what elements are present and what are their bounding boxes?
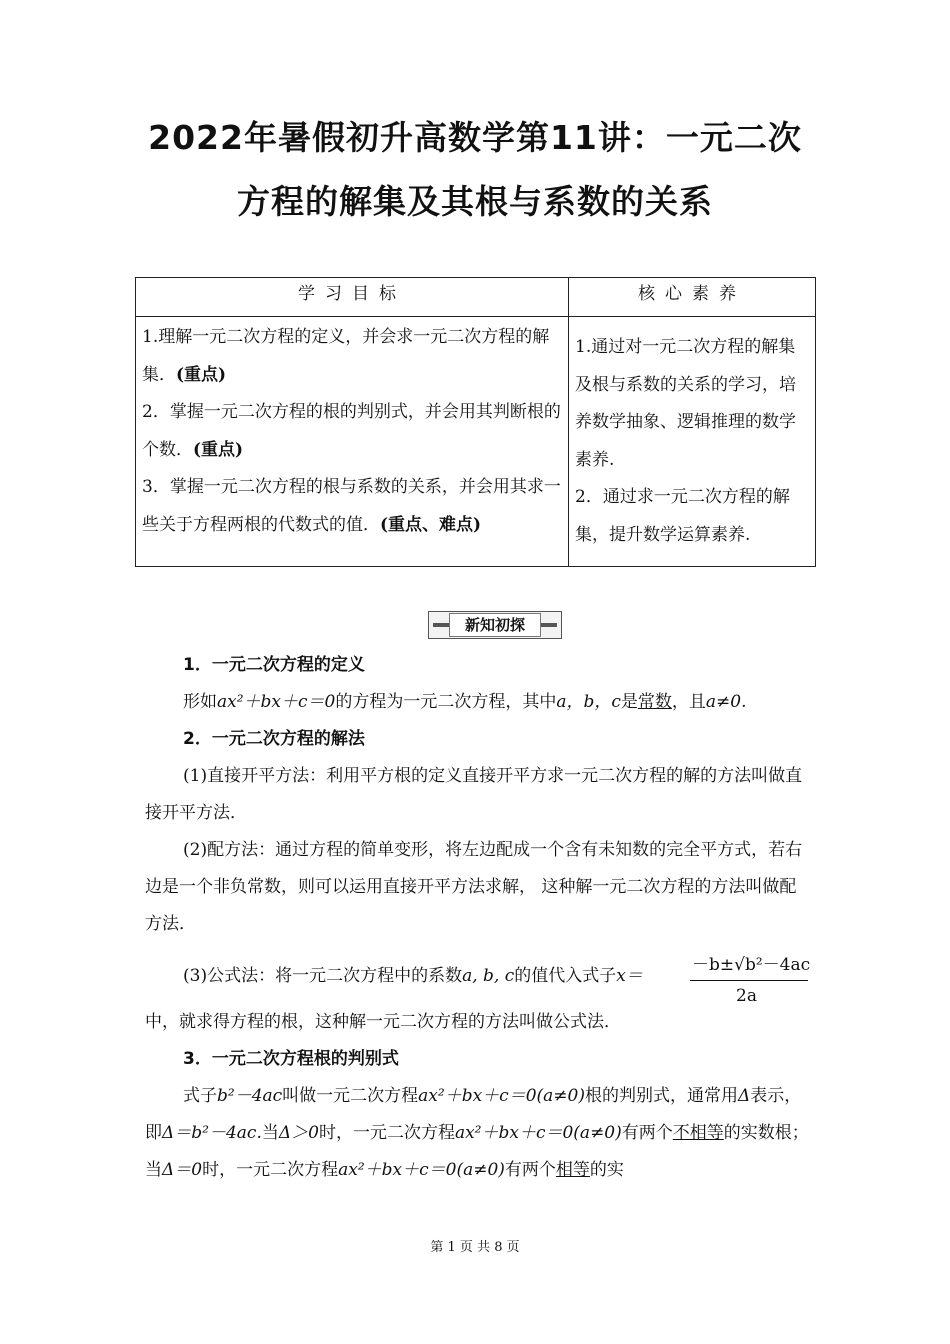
method-1-text: (1)直接开平方法：利用平方根的定义直接开平方求一元二次方程的解的方法叫做直接开平方法． — [145, 766, 803, 823]
banner-left-bar — [433, 623, 449, 627]
section-banner — [428, 611, 562, 639]
section-3-heading: 3．一元二次方程根的判别式 — [183, 1049, 399, 1069]
literacy-1: 1.通过对一元二次方程的解集及根与系数的关系的学习，培养数学抽象、逻辑推理的数学素养. — [575, 337, 796, 470]
goal-3-tag: (重点、难点) — [380, 514, 482, 535]
goal-3: 3．掌握一元二次方程的根与系数的关系，并会用其求一些关于方程两根的代数式的值． — [142, 477, 561, 535]
banner-label: 新知初探 — [449, 613, 541, 637]
learning-goals-cell — [136, 317, 569, 567]
goals-table — [135, 277, 816, 567]
header-learning-goals: 学习目标 — [136, 278, 569, 317]
method-3-text-b: 中，就求得方程的根，这种解一元二次方程的方法叫做公式法． — [145, 1012, 621, 1032]
formula-numerator: －b±√b²－4ac — [692, 955, 811, 975]
section-3-text: 式子b²－4ac叫做一元二次方程ax²＋bx＋c＝0(a≠0)根的判别式，通常用Δ表示，即Δ＝b²－4ac.当Δ＞0时，一元二次方程ax²＋bx＋c＝0(a≠0)有两个不相等的实数根；当Δ＝0时，一元二次方程ax²＋bx＋c＝0(a≠0)有两个相等的实 — [145, 1086, 809, 1180]
header-core-literacy: 核心素养 — [569, 278, 816, 317]
page-title-line-1: 2022年暑假初升高数学第11讲：一元二次 — [148, 118, 802, 157]
goal-1: 1.理解一元二次方程的定义，并会求一元二次方程的解集． — [142, 327, 550, 385]
goal-1-tag: (重点) — [176, 364, 227, 385]
goal-2-tag: (重点) — [193, 439, 244, 460]
underlined-equal: 相等 — [555, 1160, 590, 1180]
section-1-heading: 1．一元二次方程的定义 — [183, 655, 365, 675]
goals-table-body — [136, 317, 816, 567]
goal-2: 2．掌握一元二次方程的根的判别式，并会用其判断根的个数． — [142, 402, 561, 460]
section-1-text: 形如ax²＋bx＋c＝0的方程为一元二次方程，其中a，b，c是常数，且a≠0. — [183, 692, 747, 712]
banner-right-bar — [541, 623, 557, 627]
literacy-2: 2．通过求一元二次方程的解集，提升数学运算素养. — [575, 487, 790, 545]
section-2-heading: 2．一元二次方程的解法 — [183, 729, 365, 749]
equation: ax²＋bx＋c＝0 — [217, 692, 336, 712]
underlined-unequal: 不相等 — [672, 1123, 724, 1143]
fraction-line — [690, 980, 808, 981]
method-3-text-a: (3)公式法：将一元二次方程中的系数a, b, c的值代入式子x＝ — [183, 966, 643, 986]
method-2-text: (2)配方法：通过方程的简单变形，将左边配成一个含有未知数的完全平方式，若右边是一个非负常数，则可以运用直接开平方法求解， 这种解一元二次方程的方法叫做配方法． — [145, 840, 803, 934]
goals-table-header — [136, 278, 816, 317]
quadratic-formula-fraction — [690, 950, 810, 1010]
page-footer: 第 1 页 共 8 页 — [430, 1240, 520, 1255]
core-literacy-cell — [569, 317, 816, 567]
page-title-line-2: 方程的解集及其根与系数的关系 — [237, 182, 713, 221]
formula-denominator: 2a — [736, 986, 757, 1006]
underlined-constant: 常数 — [637, 692, 672, 712]
